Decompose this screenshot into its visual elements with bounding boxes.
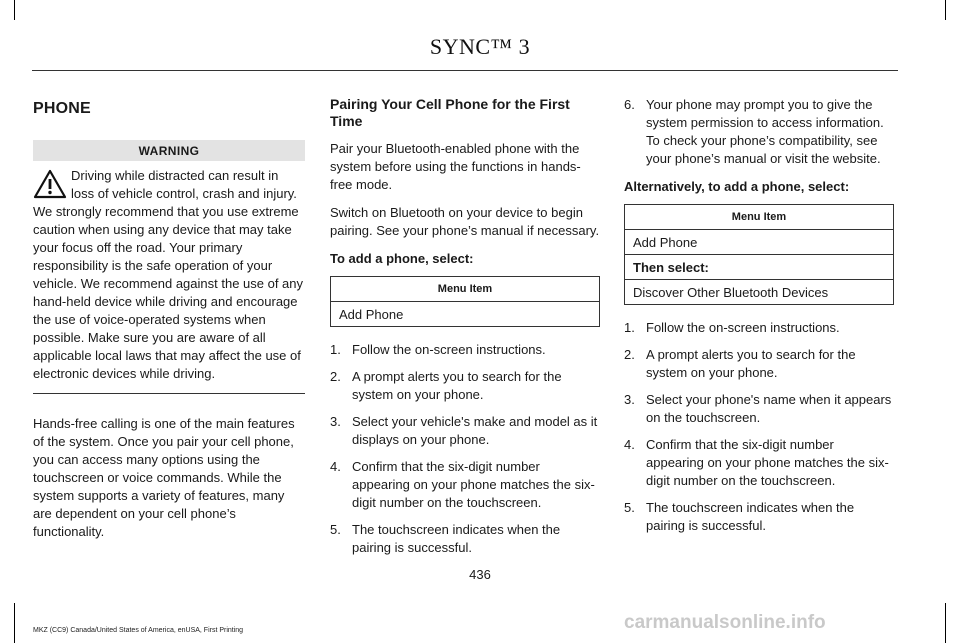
warning-text: Driving while distracted can result in loss of vehicle control, crash and injury. We strongly recommend that you use extreme caution when using any device that may take your focus off the road. Your primary responsibility is the safe operation of your vehicle. We recommend against the use of any hand-held device while driving and encourage the use of voice-operated systems when possible. Make sure you are aware of all applicable local laws that may affect the use of electronic devices while driving. — [33, 168, 304, 381]
menu-table — [330, 276, 600, 327]
warning-divider — [33, 393, 305, 394]
watermark: carmanualsonline.info — [624, 612, 826, 633]
intro-paragraph: Hands-free calling is one of the main features of the system. Once you pair your cell phone, you can access many options using the touchscreen or voice commands. While the system supports a variety of features, many are dependent on your cell phone’s functionality. — [33, 416, 295, 539]
list-item: 1. Follow the on-screen instructions. — [330, 342, 546, 357]
list-item: 5. The touchscreen indicates when the pairing is successful. — [330, 522, 561, 555]
paragraph-bluetooth: Switch on Bluetooth on your device to begin pairing. See your phone’s manual if necessary. — [330, 205, 600, 238]
page-number: 436 — [469, 567, 491, 582]
page-header-title: SYNC™ 3 — [429, 34, 531, 59]
crop-mark-bottom-left — [14, 603, 15, 643]
table-row: Discover Other Bluetooth Devices — [625, 280, 894, 305]
footer-text: MKZ (CC9) Canada/United States of America, enUSA, First Printing — [33, 627, 244, 634]
section-heading: PHONE — [33, 100, 91, 117]
list-item: 2. A prompt alerts you to search for the system on your phone. — [330, 369, 562, 402]
list-item: 3. Select your vehicle's make and model as it displays on your phone. — [330, 414, 598, 447]
subsection-heading: Pairing Your Cell Phone for the First Time — [330, 96, 570, 129]
menu-table — [624, 204, 894, 305]
paragraph-pair: Pair your Bluetooth-enabled phone with the system before using the functions in hands-free mode. — [330, 141, 581, 192]
list-item: 2. A prompt alerts you to search for the system on your phone. — [624, 347, 856, 380]
warning-triangle-icon — [33, 169, 67, 199]
list-item: 3. Select your phone's name when it appears on the touchscreen. — [624, 392, 892, 425]
list-item: 1. Follow the on-screen instructions. — [624, 320, 840, 335]
column-right — [624, 96, 894, 535]
table-row: Add Phone — [625, 230, 894, 255]
table-header: Menu Item — [625, 205, 894, 230]
warning-box — [33, 167, 305, 383]
alternative-steps — [624, 319, 894, 535]
list-item: 5. The touchscreen indicates when the pairing is successful. — [624, 500, 855, 533]
add-phone-lead: To add a phone, select: — [330, 251, 474, 266]
warning-label: WARNING — [33, 140, 305, 161]
table-header: Menu Item — [331, 277, 600, 302]
alternative-lead: Alternatively, to add a phone, select: — [624, 179, 850, 194]
column-middle — [330, 96, 600, 557]
table-row: Add Phone — [331, 302, 600, 327]
list-item: 4. Confirm that the six-digit number appearing on your phone matches the six-digit number on the touchscreen. — [330, 459, 595, 510]
crop-mark-top-right — [945, 0, 946, 20]
header-divider — [32, 70, 898, 71]
list-item: 4. Confirm that the six-digit number appearing on your phone matches the six-digit number on the touchscreen. — [624, 437, 889, 488]
crop-mark-top-left — [14, 0, 15, 20]
list-item: 6. Your phone may prompt you to give the system permission to access information. To check your phone’s compatibility, see your phone’s manual or visit the website. — [624, 97, 884, 166]
pairing-steps — [330, 341, 600, 557]
table-row: Then select: — [625, 255, 894, 280]
continued-steps — [624, 96, 894, 168]
column-left — [33, 96, 305, 541]
crop-mark-bottom-right — [945, 603, 946, 643]
